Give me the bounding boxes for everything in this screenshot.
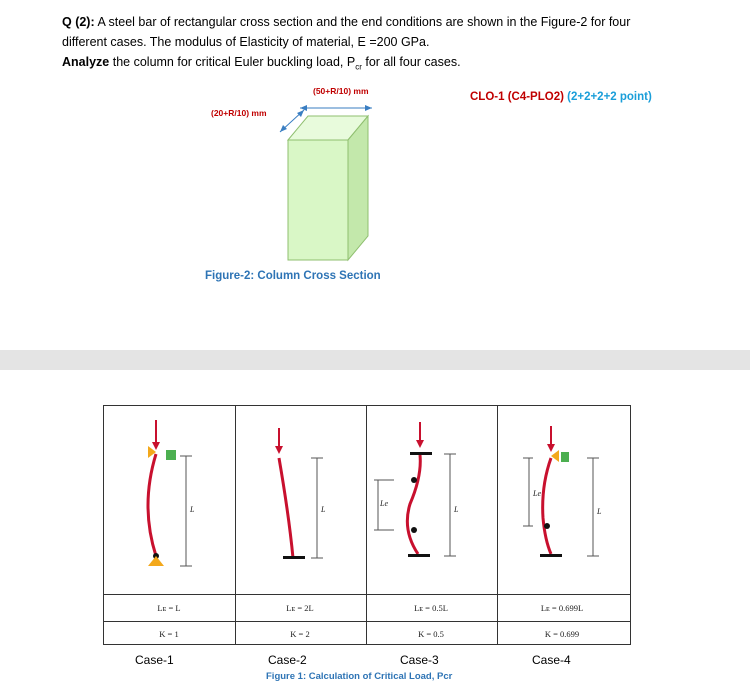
page-gap xyxy=(0,350,750,370)
case-3-label: Case-3 xyxy=(400,653,439,667)
figure-2-caption: Figure-2: Column Cross Section xyxy=(205,270,381,282)
case-2-le: Lᴇ = 2L xyxy=(286,603,314,613)
clo-points: (2+2+2+2 point) xyxy=(567,91,652,103)
case-4-label: Case-4 xyxy=(532,653,571,667)
question-line-2: different cases. The modulus of Elasticity of material, E =200 GPa. xyxy=(62,35,430,49)
case-1-label: Case-1 xyxy=(135,653,174,667)
case-1-k: K = 1 xyxy=(159,629,179,639)
case-3-diagram xyxy=(366,406,497,591)
width-dimension-label: (50+R/10) mm xyxy=(313,86,369,96)
question-line-3-end: for all four cases. xyxy=(365,55,461,69)
question-line-1: A steel bar of rectangular cross section and the end conditions are shown in the Figure-2 for four xyxy=(97,15,631,29)
case-1-le: Lᴇ = L xyxy=(157,603,181,613)
case-3-length-label: L xyxy=(454,505,459,514)
pcr-subscript: cr xyxy=(355,62,362,72)
case-1-length-label: L xyxy=(190,505,195,514)
case-2-k: K = 2 xyxy=(290,629,310,639)
case-3-le: Lᴇ = 0.5L xyxy=(414,603,448,613)
case-4-le: Lᴇ = 0.699L xyxy=(540,603,584,613)
case-4-le-label: Le xyxy=(533,489,541,498)
page-2 xyxy=(0,370,750,691)
clo-label xyxy=(470,91,652,103)
question-text xyxy=(62,12,702,78)
case-4-length-label: L xyxy=(597,507,602,516)
case-3-le-label: Le xyxy=(380,499,388,508)
question-label: Q (2): xyxy=(62,15,95,29)
case-4-k: K = 0.699 xyxy=(544,629,580,639)
end-conditions-table xyxy=(103,405,631,645)
case-3-k: K = 0.5 xyxy=(418,629,444,639)
question-line-3: the column for critical Euler buckling load, P xyxy=(112,55,356,69)
depth-dimension-label: (20+R/10) mm xyxy=(211,108,267,118)
case-2-length-label: L xyxy=(321,505,326,514)
analyze-word: Analyze xyxy=(62,55,110,69)
cross-section-box xyxy=(270,98,390,268)
figure-1-caption: Figure 1: Calculation of Critical Load, Pcr xyxy=(266,671,453,682)
case-2-diagram xyxy=(235,406,366,591)
case-1-diagram xyxy=(104,406,235,591)
clo-code: CLO-1 (C4-PLO2) xyxy=(470,91,564,103)
case-2-label: Case-2 xyxy=(268,653,307,667)
case-4-diagram xyxy=(497,406,630,591)
